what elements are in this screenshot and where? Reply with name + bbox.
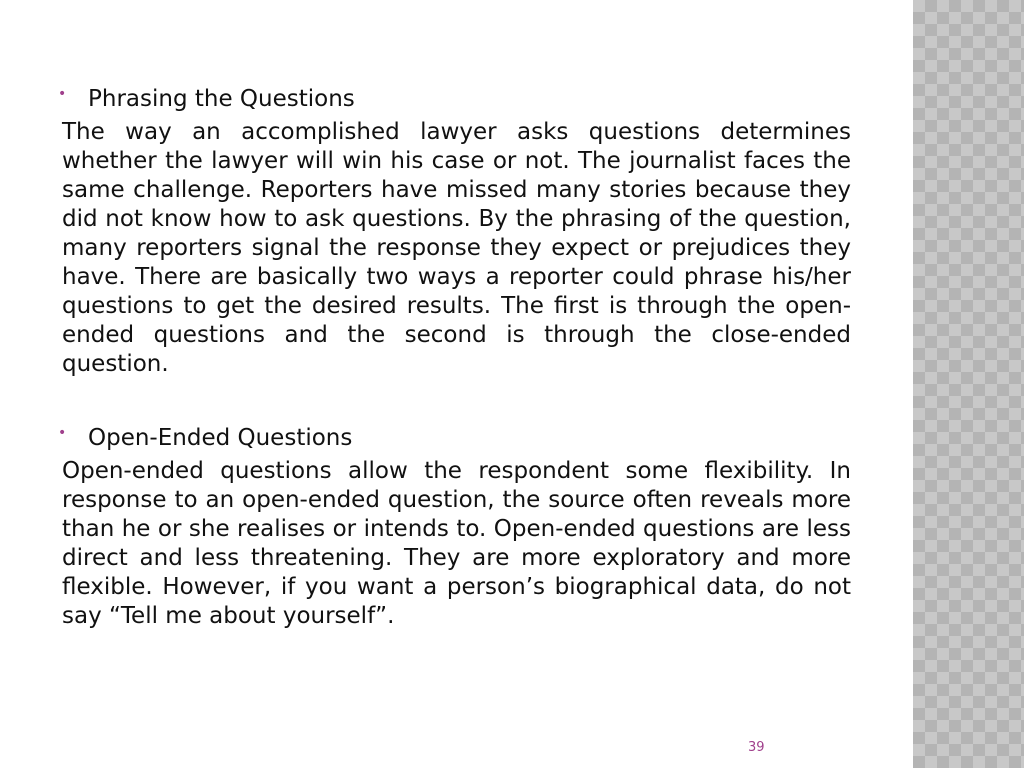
section-body-open-ended: Open-ended questions allow the respondent some flexibility. In response to an open-ended question, the source often reveals more than he or she realises or intends to. Open-ended questions are less direct and less threatening. They are more exploratory and more flexible. However, if you want a person’s biographical data, do not say “Tell me about yourself”. [62,458,851,629]
page-number: 39 [748,740,765,755]
bullet-icon: • [58,425,67,441]
section-heading-open-ended [58,423,851,453]
decorative-side-pattern [913,0,1024,768]
slide-content [58,84,851,631]
section-heading-phrasing [58,84,851,114]
section-heading-text: Open-Ended Questions [88,425,353,451]
section-heading-text: Phrasing the Questions [88,86,355,112]
section-spacer [62,379,851,423]
section-body-phrasing: The way an accomplished lawyer asks questions determines whether the lawyer will win his case or not. The journalist faces the same challenge. Reporters have missed many stories because they did not know how to ask questions. By the phrasing of the question, many reporters signal the response they expect or prejudices they have. There are basically two ways a reporter could phrase his/her questions to get the desired results. The first is through the open-ended questions and the second is through the close-ended question. [62,119,851,377]
bullet-icon: • [58,86,67,102]
